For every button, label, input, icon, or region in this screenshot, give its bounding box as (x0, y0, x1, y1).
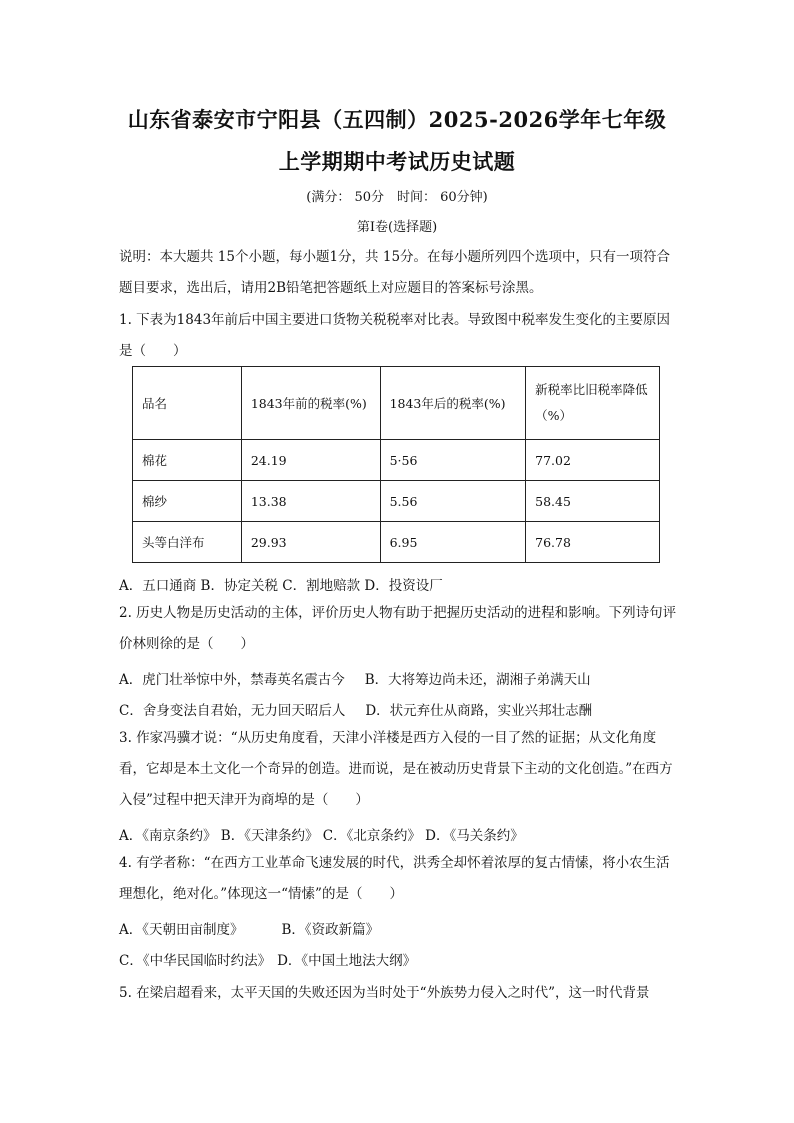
option-d: D．《中国土地法大纲》 (277, 953, 417, 969)
table-cell: 头等白洋布 (133, 522, 242, 563)
option-a: A．虎门壮举惊中外，禁毒英名震古今 (119, 672, 345, 688)
table-cell: 24.19 (241, 440, 380, 481)
question-3-stem: 3. 作家冯骥才说：“从历史角度看，天津小洋楼是西方入侵的一目了然的证据；从文化角度看，它却是本土文化一个奇异的创造。进而说，是在被动历史背景下主动的文化创造。”在西方入侵”过程中把天津开为商埠的是（ ） (119, 730, 673, 808)
table-cell: 77.02 (526, 440, 660, 481)
table-cell: 棉花 (133, 440, 242, 481)
question-4-stem: 4. 有学者称：“在西方工业革命飞速发展的时代，洪秀全却怀着浓厚的复古情愫，将小农生活理想化，绝对化。”体现这一“情愫”的是（ ） (119, 855, 670, 902)
option-c: C．《中华民国临时约法》 (119, 953, 272, 969)
table-header-cell: 品名 (133, 367, 242, 440)
question-1-stem: 1. 下表为1843年前后中国主要进口货物关税税率对比表。导致图中税率发生变化的主要原因是（ ） (119, 312, 671, 359)
question-1-options: A．五口通商 B．协定关税 C．割地赔款 D．投资设厂 (119, 578, 443, 594)
table-cell: 29.93 (241, 522, 380, 563)
table-cell: 13.38 (241, 481, 380, 522)
question-3-options: A．《南京条约》 B．《天津条约》 C．《北京条约》 D．《马关条约》 (119, 828, 524, 844)
table-cell: 5·56 (380, 440, 526, 481)
option-b: B．《资政新篇》 (281, 922, 380, 938)
question-2-options-row-1 (119, 668, 591, 688)
exam-meta: (满分： 50分 时间： 60分钟) (306, 190, 488, 205)
option-d: D．状元弃仕从商路，实业兴邦壮志酬 (365, 703, 593, 719)
table-header-cell: 新税率比旧税率降低（%） (526, 367, 660, 440)
question-4-options-row-1 (119, 918, 379, 938)
option-a: A．《天朝田亩制度》 (119, 922, 244, 938)
option-b: B．大将筹边尚未还，湖湘子弟满天山 (364, 672, 591, 688)
table-header-row (133, 367, 660, 440)
exam-title-line-1: 山东省泰安市宁阳县（五四制）2025-2026学年七年级 (127, 107, 667, 132)
table-row (133, 440, 660, 481)
table-row (133, 522, 660, 563)
option-c: C．舍身变法自君始，无力回天昭后人 (119, 703, 346, 719)
table-row (133, 481, 660, 522)
section-heading: 第Ⅰ卷(选择题) (356, 220, 438, 235)
table-cell: 58.45 (526, 481, 660, 522)
table-cell: 6.95 (380, 522, 526, 563)
table-header-cell: 1843年前的税率(%) (241, 367, 380, 440)
instructions: 说明：本大题共 15个小题，每小题1分，共 15分。在每小题所列四个选项中，只有一项符合题目要求，选出后，请用2B铅笔把答题纸上对应题目的答案标号涂黑。 (119, 249, 671, 296)
question-2-stem: 2. 历史人物是历史活动的主体，评价历史人物有助于把握历史活动的进程和影响。下列诗句评价林则徐的是（ ） (119, 605, 677, 652)
question-2-options-row-2 (119, 699, 592, 719)
table-cell: 76.78 (526, 522, 660, 563)
table-cell: 5.56 (380, 481, 526, 522)
table-header-cell: 1843年后的税率(%) (380, 367, 526, 440)
question-4-options-row-2 (119, 949, 416, 969)
exam-title-line-2: 上学期期中考试历史试题 (278, 149, 516, 174)
question-5-stem: 5. 在梁启超看来，太平天国的失败还因为当时处于“外族势力侵入之时代”，这一时代背景 (119, 985, 650, 1001)
tariff-table (132, 366, 660, 563)
table-cell: 棉纱 (133, 481, 242, 522)
